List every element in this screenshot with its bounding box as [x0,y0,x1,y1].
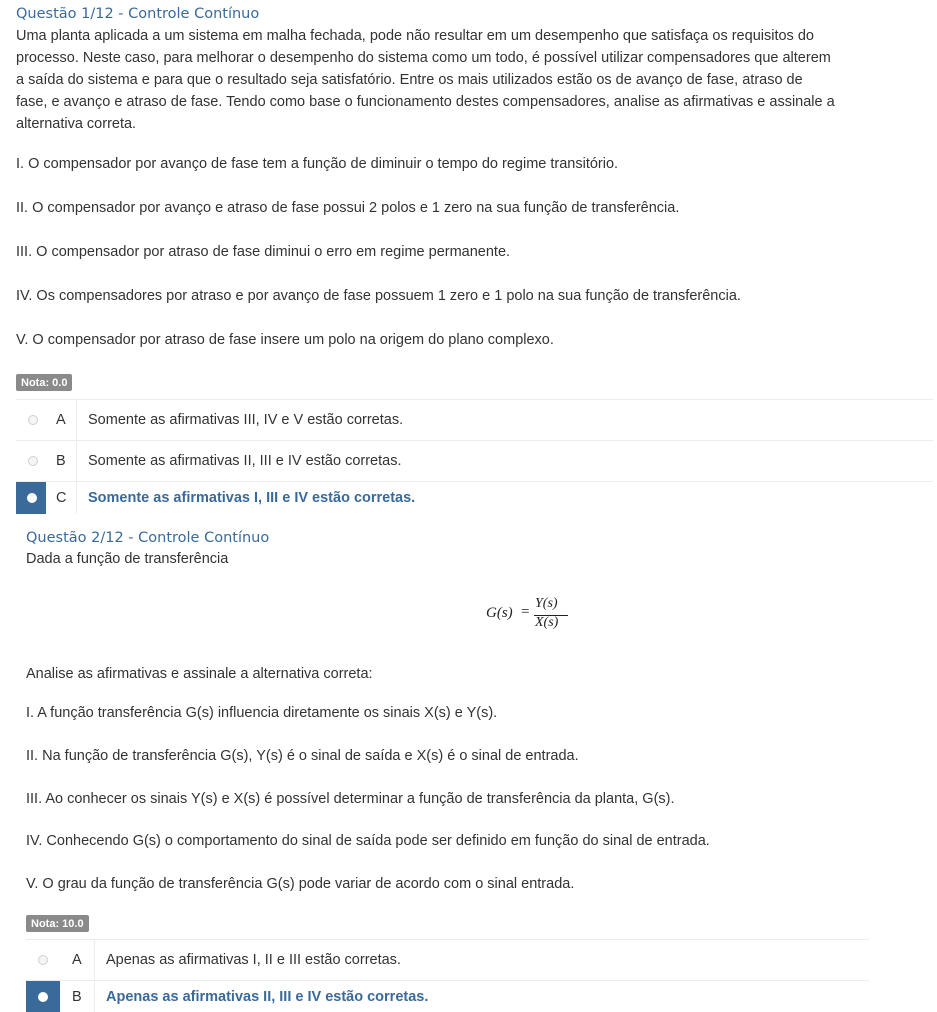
q1-statement-4: IV. Os compensadores por atraso e por avanço de fase possuem 1 zero e 1 polo na sua função de transferência. [16,288,741,304]
divider [76,482,77,514]
option-letter: A [56,412,66,428]
radio-icon[interactable] [28,415,38,425]
question-1-text-line: a saída do sistema e para que o resultado seja satisfatório. Entre os mais utilizados estão os de avanço de fase, atraso de [16,72,803,88]
question-1-text-line: fase, e avanço e atraso de fase. Tendo como base o funcionamento destes compensadores, analise as afirmativas e assinale a [16,94,835,110]
q2-option-a-radio-cell [26,940,94,980]
question-1-title: Questão 1/12 - Controle Contínuo [16,6,260,22]
question-1-text-line: processo. Neste caso, para melhorar o desempenho do sistema como um todo, é possível utilizar compensadores que alterem [16,50,831,66]
q2-statement-3: III. Ao conhecer os sinais Y(s) e X(s) é possível determinar a função de transferência da planta, G(s). [26,791,675,807]
option-label: Apenas as afirmativas II, III e IV estão corretas. [106,988,429,1005]
q2-option-a[interactable] [26,939,869,980]
formula-numerator: Y(s) [535,596,558,611]
option-letter: A [72,952,82,968]
q1-statement-3: III. O compensador por atraso de fase diminui o erro em regime permanente. [16,244,511,260]
divider [94,981,95,1012]
q2-statement-4: IV. Conhecendo G(s) o comportamento do sinal de saída pode ser definido em função do sinal de entrada. [26,833,710,849]
radio-selected-icon[interactable] [27,493,37,503]
option-letter: B [72,988,82,1005]
q1-statement-2: II. O compensador por avanço e atraso de fase possui 2 polos e 1 zero na sua função de transferência. [16,200,680,216]
option-letter: B [56,453,66,469]
formula-denominator: X(s) [535,615,559,630]
formula-equals: = [521,604,530,620]
q2-option-b[interactable] [26,980,869,1012]
q1-option-c-radio-cell [16,482,76,514]
q2-statement-5: V. O grau da função de transferência G(s) pode variar de acordo com o sinal entrada. [26,876,575,892]
question-1-body [16,25,936,135]
q1-option-a-radio-cell [16,400,76,440]
q2-statement-2: II. Na função de transferência G(s), Y(s) é o sinal de saída e X(s) é o sinal de entrada. [26,748,579,764]
q1-option-a[interactable] [16,399,933,440]
transfer-function-formula [486,596,576,636]
q1-option-c[interactable] [16,481,933,514]
q2-statement-1: I. A função transferência G(s) influencia diretamente os sinais X(s) e Y(s). [26,705,498,721]
radio-selected-icon[interactable] [38,992,48,1002]
option-label: Somente as afirmativas I, III e IV estão corretas. [88,490,416,506]
formula-lhs: G(s) [486,605,513,621]
q1-option-b-radio-cell [16,441,76,481]
divider [94,940,95,980]
question-2-title: Questão 2/12 - Controle Contínuo [26,530,270,546]
option-label: Somente as afirmativas III, IV e V estão corretas. [88,412,404,428]
question-1-text-line: Uma planta aplicada a um sistema em malha fechada, pode não resultar em um desempenho que satisfaça os requisitos do [16,28,814,44]
radio-icon[interactable] [28,456,38,466]
q1-option-b[interactable] [16,440,933,481]
divider [76,400,77,440]
question-1-text-line: alternativa correta. [16,116,137,132]
q1-grade-badge: Nota: 0.0 [16,374,72,391]
option-label: Apenas as afirmativas I, II e III estão corretas. [106,952,401,968]
divider [76,441,77,481]
q2-option-b-radio-cell [26,981,94,1012]
q2-grade-badge: Nota: 10.0 [26,915,89,932]
radio-icon[interactable] [38,955,48,965]
q1-statement-5: V. O compensador por atraso de fase insere um polo na origem do plano complexo. [16,332,554,348]
option-label: Somente as afirmativas II, III e IV estão corretas. [88,453,402,469]
question-2-prompt: Analise as afirmativas e assinale a alternativa correta: [26,666,373,682]
question-2-intro: Dada a função de transferência [26,551,229,567]
q1-statement-1: I. O compensador por avanço de fase tem a função de diminuir o tempo do regime transitório. [16,156,619,172]
option-letter: C [56,490,67,506]
